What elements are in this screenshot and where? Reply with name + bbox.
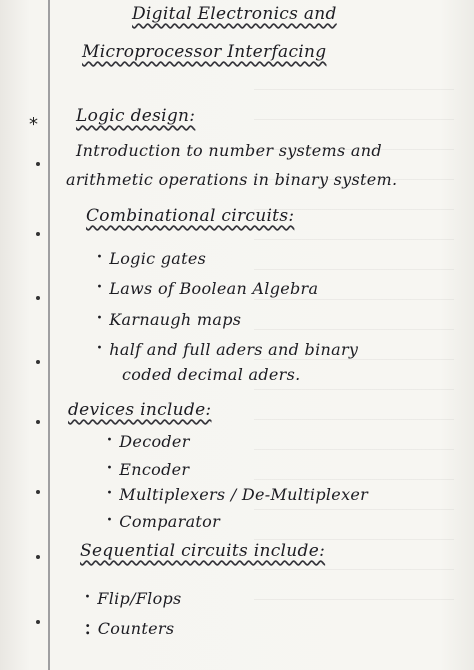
page-title-line-2: Microprocessor Interfacing bbox=[82, 42, 327, 62]
list-item: · Laws of Boolean Algebra bbox=[96, 275, 319, 300]
page-title-line-1: Digital Electronics and bbox=[132, 4, 337, 24]
list-item: · Flip/Flops bbox=[84, 585, 182, 610]
list-item: · Karnaugh maps bbox=[96, 306, 242, 331]
margin-dot bbox=[36, 162, 40, 166]
combinational-heading: Combinational circuits: bbox=[86, 206, 295, 226]
list-item: · Decoder bbox=[106, 428, 190, 453]
intro-line-1: Introduction to number systems and bbox=[76, 141, 382, 160]
margin-dot bbox=[36, 490, 40, 494]
logic-design-heading: Logic design: bbox=[76, 106, 196, 126]
sequential-heading: Sequential circuits include: bbox=[80, 541, 326, 561]
list-item: · Encoder bbox=[106, 456, 190, 481]
margin-dot bbox=[36, 232, 40, 236]
margin-dot bbox=[36, 360, 40, 364]
list-item-continuation: coded decimal aders. bbox=[122, 365, 301, 384]
list-item: · half and full aders and binary bbox=[96, 336, 359, 361]
margin-dot bbox=[36, 555, 40, 559]
margin-dot bbox=[36, 620, 40, 624]
list-item: · Logic gates bbox=[96, 245, 207, 270]
margin-line bbox=[48, 0, 50, 670]
list-item: · Multiplexers / De-Multiplexer bbox=[106, 481, 369, 506]
devices-heading: devices include: bbox=[68, 400, 212, 420]
margin-dot bbox=[36, 420, 40, 424]
margin-star: * bbox=[29, 114, 38, 135]
intro-line-2: arithmetic operations in binary system. bbox=[66, 170, 398, 189]
margin-dot bbox=[36, 296, 40, 300]
list-item: : Counters bbox=[84, 615, 175, 640]
list-item: · Comparator bbox=[106, 508, 221, 533]
